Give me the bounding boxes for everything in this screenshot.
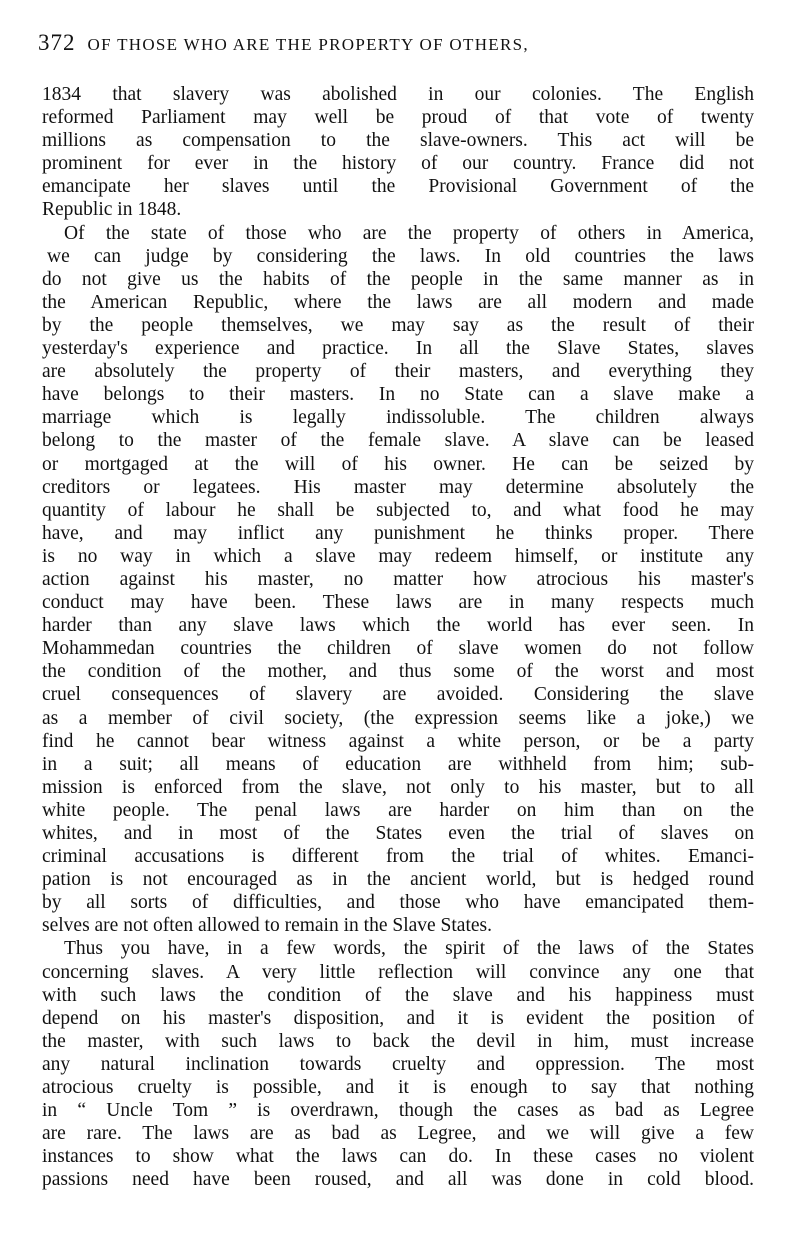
text-line: Thus you have, in a few words, the spirit of the laws of the States <box>64 938 754 960</box>
text-line: Republic in 1848. <box>42 199 182 221</box>
text-line: by all sorts of difficulties, and those who have emancipated them- <box>42 892 754 914</box>
text-line: with such laws the condition of the slave and his happiness must <box>42 984 754 1006</box>
text-line: passions need have been roused, and all was done in cold blood. <box>42 1169 754 1191</box>
text-line: action against his master, no matter how atrocious his master's <box>42 568 754 590</box>
text-line: white people. The penal laws are harder on him than on the <box>42 799 754 821</box>
text-line: in a suit; all means of education are withheld from him; sub- <box>42 753 754 775</box>
text-line: are absolutely the property of their masters, and everything they <box>42 361 754 383</box>
text-line: the condition of the mother, and thus some of the worst and most <box>42 661 754 683</box>
text-line: depend on his master's disposition, and it is evident the position of <box>42 1007 754 1029</box>
text-line: marriage which is legally indissoluble. The children always <box>42 407 754 429</box>
text-line: conduct may have been. These laws are in many respects much <box>42 592 754 614</box>
text-line: instances to show what the laws can do. In these cases no violent <box>42 1146 754 1168</box>
text-line: find he cannot bear witness against a white person, or be a party <box>42 730 754 752</box>
text-line: prominent for ever in the history of our country. France did not <box>42 153 754 175</box>
text-line: reformed Parliament may well be proud of that vote of twenty <box>42 107 754 129</box>
text-line: do not give us the habits of the people in the same manner as in <box>42 268 754 290</box>
text-line: millions as compensation to the slave-owners. This act will be <box>42 130 754 152</box>
text-line: are rare. The laws are as bad as Legree, and we will give a few <box>42 1123 754 1145</box>
text-line: criminal accusations is different from the trial of whites. Emanci- <box>42 846 754 868</box>
text-line: concerning slaves. A very little reflection will convince any one that <box>42 961 754 983</box>
running-title: OF THOSE WHO ARE THE PROPERTY OF OTHERS, <box>87 35 529 54</box>
text-line: by the people themselves, we may say as the result of their <box>42 314 754 336</box>
text-line: creditors or legatees. His master may determine absolutely the <box>42 476 754 498</box>
text-line: quantity of labour he shall be subjected to, and what food he may <box>42 499 754 521</box>
paragraph-2 <box>42 222 754 938</box>
text-line: pation is not encouraged as in the ancient world, but is hedged round <box>42 869 754 891</box>
text-line: mission is enforced from the slave, not only to his master, but to all <box>42 776 754 798</box>
text-line: the American Republic, where the laws are all modern and made <box>42 291 754 313</box>
text-line: any natural inclination towards cruelty and oppression. The most <box>42 1053 754 1075</box>
text-line: as a member of civil society, (the expression seems like a joke,) we <box>42 707 754 729</box>
text-line: or mortgaged at the will of his owner. He can be seized by <box>42 453 754 475</box>
text-line: yesterday's experience and practice. In all the Slave States, slaves <box>42 338 754 360</box>
text-line: selves are not often allowed to remain in the Slave States. <box>42 915 492 937</box>
text-line: 1834 that slavery was abolished in our colonies. The English <box>42 84 754 105</box>
text-line: we can judge by considering the laws. In old countries the laws <box>47 245 754 267</box>
body-text <box>42 83 754 1192</box>
text-line: Of the state of those who are the property of others in America, <box>64 222 754 244</box>
text-line: have, and may inflict any punishment he thinks proper. There <box>42 522 754 544</box>
paragraph-1 <box>42 83 754 222</box>
text-line: have belongs to their masters. In no State can a slave make a <box>42 384 754 406</box>
text-line: harder than any slave laws which the world has ever seen. In <box>42 615 754 637</box>
text-line: the master, with such laws to back the devil in him, must increase <box>42 1030 754 1052</box>
text-line: Mohammedan countries the children of slave women do not follow <box>42 638 754 660</box>
text-line: emancipate her slaves until the Provisional Government of the <box>42 176 754 198</box>
text-line: is no way in which a slave may redeem himself, or institute any <box>42 545 754 567</box>
text-line: atrocious cruelty is possible, and it is enough to say that nothing <box>42 1077 754 1099</box>
running-header <box>38 30 768 60</box>
page-number: 372 <box>38 30 76 55</box>
text-line: whites, and in most of the States even the trial of slaves on <box>42 823 754 844</box>
text-line: cruel consequences of slavery are avoided. Considering the slave <box>42 684 754 706</box>
text-line: in “ Uncle Tom ” is overdrawn, though the cases as bad as Legree <box>42 1100 754 1122</box>
text-line: belong to the master of the female slave. A slave can be leased <box>42 430 754 452</box>
paragraph-3 <box>42 937 754 1191</box>
